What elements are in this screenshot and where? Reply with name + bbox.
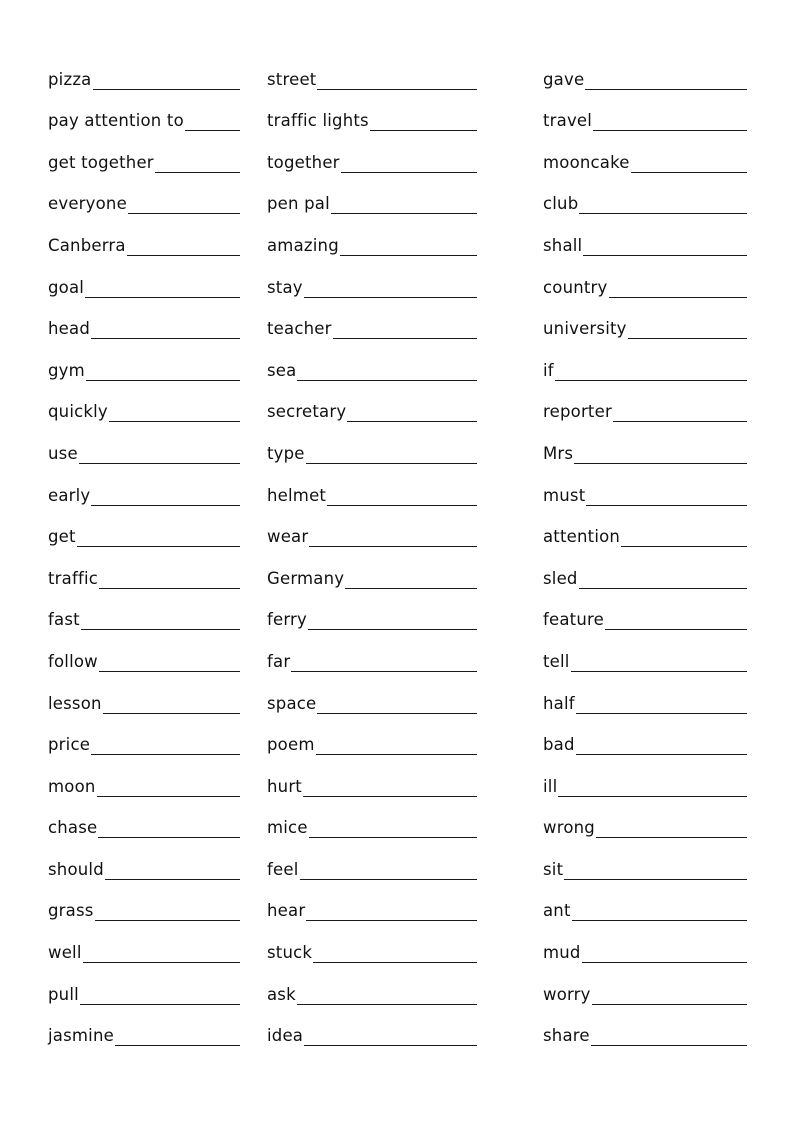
answer-blank-line[interactable] <box>297 990 477 1005</box>
vocabulary-word: type <box>267 443 305 463</box>
answer-blank-line[interactable] <box>592 990 747 1005</box>
answer-blank-line[interactable] <box>91 324 240 339</box>
word-row <box>267 302 477 344</box>
word-row <box>48 718 240 760</box>
answer-blank-line[interactable] <box>579 199 747 214</box>
answer-blank-line[interactable] <box>596 823 747 838</box>
vocabulary-word: together <box>267 152 340 172</box>
vocabulary-word: helmet <box>267 485 327 505</box>
answer-blank-line[interactable] <box>98 823 240 838</box>
word-row <box>267 925 477 967</box>
vocabulary-word: amazing <box>267 235 339 255</box>
vocabulary-word: feature <box>543 610 604 630</box>
word-row <box>48 94 240 136</box>
vocabulary-word: poem <box>267 735 315 755</box>
vocabulary-word: ferry <box>267 610 308 630</box>
answer-blank-line[interactable] <box>291 657 477 672</box>
word-row <box>267 1009 477 1051</box>
word-row <box>543 884 747 926</box>
vocabulary-word: university <box>543 319 627 339</box>
vocabulary-word: share <box>543 1026 590 1046</box>
answer-blank-line[interactable] <box>81 615 240 630</box>
word-row <box>48 52 240 94</box>
answer-blank-line[interactable] <box>555 366 747 381</box>
answer-blank-line[interactable] <box>99 657 240 672</box>
word-row <box>48 510 240 552</box>
vocabulary-word: sit <box>543 859 564 879</box>
answer-blank-line[interactable] <box>77 532 240 547</box>
word-row <box>267 468 477 510</box>
word-row <box>48 634 240 676</box>
answer-blank-line[interactable] <box>327 491 477 506</box>
word-row <box>48 177 240 219</box>
vocabulary-word: mud <box>543 943 581 963</box>
vocabulary-word: get <box>48 527 76 547</box>
word-column-2 <box>267 52 477 1050</box>
word-row <box>267 177 477 219</box>
vocabulary-word: reporter <box>543 402 612 422</box>
word-row <box>543 468 747 510</box>
vocabulary-word: traffic <box>48 568 99 588</box>
answer-blank-line[interactable] <box>99 574 240 589</box>
answer-blank-line[interactable] <box>306 449 477 464</box>
vocabulary-word: tell <box>543 651 570 671</box>
vocabulary-word: sled <box>543 568 578 588</box>
vocabulary-word: price <box>48 735 91 755</box>
word-row <box>267 551 477 593</box>
answer-blank-line[interactable] <box>304 283 477 298</box>
word-row <box>48 925 240 967</box>
word-row <box>543 218 747 260</box>
word-row <box>267 385 477 427</box>
answer-blank-line[interactable] <box>309 823 477 838</box>
answer-blank-line[interactable] <box>95 906 240 921</box>
word-row <box>48 343 240 385</box>
answer-blank-line[interactable] <box>333 324 477 339</box>
word-row <box>267 593 477 635</box>
vocabulary-word: Mrs <box>543 443 574 463</box>
answer-blank-line[interactable] <box>579 574 747 589</box>
answer-blank-line[interactable] <box>345 574 477 589</box>
word-column-1 <box>48 52 240 1050</box>
vocabulary-word: attention <box>543 527 621 547</box>
answer-blank-line[interactable] <box>80 990 240 1005</box>
word-row <box>48 302 240 344</box>
word-row <box>267 94 477 136</box>
answer-blank-line[interactable] <box>370 116 477 131</box>
vocabulary-word: ill <box>543 776 558 796</box>
word-row <box>48 551 240 593</box>
word-row <box>48 1009 240 1051</box>
answer-blank-line[interactable] <box>317 699 477 714</box>
word-row <box>48 218 240 260</box>
vocabulary-word: quickly <box>48 402 108 422</box>
answer-blank-line[interactable] <box>79 449 240 464</box>
answer-blank-line[interactable] <box>347 407 477 422</box>
word-row <box>543 385 747 427</box>
word-row <box>48 385 240 427</box>
answer-blank-line[interactable] <box>628 324 747 339</box>
answer-blank-line[interactable] <box>331 199 477 214</box>
answer-blank-line[interactable] <box>572 906 747 921</box>
vocabulary-word: club <box>543 194 579 214</box>
vocabulary-word: traffic lights <box>267 111 369 131</box>
answer-blank-line[interactable] <box>609 283 748 298</box>
answer-blank-line[interactable] <box>97 782 240 797</box>
vocabulary-word: pay attention to <box>48 111 184 131</box>
answer-blank-line[interactable] <box>86 366 240 381</box>
vocabulary-word: early <box>48 485 91 505</box>
answer-blank-line[interactable] <box>105 865 240 880</box>
word-row <box>543 260 747 302</box>
vocabulary-word: mooncake <box>543 152 630 172</box>
word-row <box>543 302 747 344</box>
word-row <box>48 260 240 302</box>
vocabulary-word: gave <box>543 69 585 89</box>
answer-blank-line[interactable] <box>306 906 477 921</box>
word-row <box>48 884 240 926</box>
word-row <box>543 135 747 177</box>
vocabulary-word: street <box>267 69 317 89</box>
vocabulary-word: Canberra <box>48 235 126 255</box>
word-row <box>48 676 240 718</box>
vocabulary-word: grass <box>48 901 94 921</box>
answer-blank-line[interactable] <box>340 241 477 256</box>
vocabulary-word: hear <box>267 901 306 921</box>
vocabulary-word: if <box>543 360 554 380</box>
word-row <box>543 510 747 552</box>
vocabulary-word: everyone <box>48 194 127 214</box>
answer-blank-line[interactable] <box>128 199 240 214</box>
vocabulary-word: must <box>543 485 586 505</box>
vocabulary-word: country <box>543 277 608 297</box>
word-row <box>48 842 240 884</box>
word-row <box>267 718 477 760</box>
answer-blank-line[interactable] <box>631 158 747 173</box>
word-row <box>543 759 747 801</box>
vocabulary-word: feel <box>267 859 299 879</box>
answer-blank-line[interactable] <box>300 865 478 880</box>
word-row <box>543 551 747 593</box>
answer-blank-line[interactable] <box>91 740 240 755</box>
answer-blank-line[interactable] <box>576 699 747 714</box>
word-row <box>543 1009 747 1051</box>
word-row <box>543 634 747 676</box>
vocabulary-word: should <box>48 859 104 879</box>
answer-blank-line[interactable] <box>317 75 477 90</box>
word-row <box>267 801 477 843</box>
word-row <box>267 135 477 177</box>
word-row <box>48 426 240 468</box>
vocabulary-word: moon <box>48 776 96 796</box>
vocabulary-word: teacher <box>267 319 332 339</box>
answer-blank-line[interactable] <box>574 449 747 464</box>
word-column-3 <box>543 52 747 1050</box>
vocabulary-word: wrong <box>543 818 595 838</box>
answer-blank-line[interactable] <box>83 948 240 963</box>
vocabulary-word: wear <box>267 527 309 547</box>
answer-blank-line[interactable] <box>91 491 240 506</box>
answer-blank-line[interactable] <box>185 116 240 131</box>
word-row <box>267 759 477 801</box>
vocabulary-word: goal <box>48 277 85 297</box>
word-row <box>267 218 477 260</box>
vocabulary-word: follow <box>48 651 98 671</box>
answer-blank-line[interactable] <box>303 782 477 797</box>
vocabulary-word: get together <box>48 152 154 172</box>
word-row <box>543 676 747 718</box>
word-row <box>267 634 477 676</box>
word-row <box>543 925 747 967</box>
answer-blank-line[interactable] <box>304 1031 477 1046</box>
answer-blank-line[interactable] <box>309 532 477 547</box>
answer-blank-line[interactable] <box>127 241 240 256</box>
word-row <box>267 510 477 552</box>
vocabulary-word: ask <box>267 984 296 1004</box>
answer-blank-line[interactable] <box>115 1031 240 1046</box>
answer-blank-line[interactable] <box>109 407 240 422</box>
answer-blank-line[interactable] <box>297 366 477 381</box>
vocabulary-word: bad <box>543 735 575 755</box>
word-row <box>267 426 477 468</box>
vocabulary-word: stuck <box>267 943 313 963</box>
vocabulary-word: secretary <box>267 402 347 422</box>
answer-blank-line[interactable] <box>585 75 747 90</box>
answer-blank-line[interactable] <box>583 241 747 256</box>
vocabulary-word: use <box>48 443 78 463</box>
vocabulary-word: half <box>543 693 575 713</box>
answer-blank-line[interactable] <box>103 699 240 714</box>
word-row <box>267 52 477 94</box>
word-row <box>267 842 477 884</box>
vocabulary-word: mice <box>267 818 308 838</box>
word-row <box>543 842 747 884</box>
vocabulary-word: idea <box>267 1026 304 1046</box>
word-row <box>543 967 747 1009</box>
vocabulary-word: ant <box>543 901 571 921</box>
vocabulary-word: jasmine <box>48 1026 114 1046</box>
vocabulary-word: chase <box>48 818 98 838</box>
word-row <box>543 177 747 219</box>
word-row <box>48 468 240 510</box>
word-row <box>543 52 747 94</box>
vocabulary-word: space <box>267 693 317 713</box>
answer-blank-line[interactable] <box>564 865 747 880</box>
word-row <box>267 884 477 926</box>
word-row <box>48 759 240 801</box>
word-row <box>543 343 747 385</box>
answer-blank-line[interactable] <box>313 948 477 963</box>
answer-blank-line[interactable] <box>586 491 747 506</box>
word-row <box>543 94 747 136</box>
word-row <box>267 260 477 302</box>
vocabulary-word: stay <box>267 277 303 297</box>
vocabulary-word: sea <box>267 360 297 380</box>
answer-blank-line[interactable] <box>593 116 747 131</box>
vocabulary-word: lesson <box>48 693 102 713</box>
answer-blank-line[interactable] <box>93 75 241 90</box>
vocabulary-word: fast <box>48 610 80 630</box>
answer-blank-line[interactable] <box>85 283 240 298</box>
answer-blank-line[interactable] <box>576 740 747 755</box>
word-row <box>267 343 477 385</box>
vocabulary-word: head <box>48 319 90 339</box>
vocabulary-word: pen pal <box>267 194 330 214</box>
vocabulary-word: far <box>267 651 291 671</box>
answer-blank-line[interactable] <box>308 615 477 630</box>
answer-blank-line[interactable] <box>316 740 477 755</box>
vocabulary-word: worry <box>543 984 591 1004</box>
vocabulary-word: gym <box>48 360 85 380</box>
word-row <box>267 967 477 1009</box>
vocabulary-word: travel <box>543 111 593 131</box>
word-row <box>543 801 747 843</box>
answer-blank-line[interactable] <box>155 158 240 173</box>
word-row <box>48 967 240 1009</box>
answer-blank-line[interactable] <box>613 407 747 422</box>
answer-blank-line[interactable] <box>582 948 747 963</box>
answer-blank-line[interactable] <box>605 615 747 630</box>
word-row <box>48 135 240 177</box>
vocabulary-word: pizza <box>48 69 92 89</box>
word-row <box>48 593 240 635</box>
word-row <box>543 593 747 635</box>
word-row <box>543 426 747 468</box>
answer-blank-line[interactable] <box>591 1031 747 1046</box>
vocabulary-word: shall <box>543 235 583 255</box>
answer-blank-line[interactable] <box>571 657 747 672</box>
word-row <box>48 801 240 843</box>
answer-blank-line[interactable] <box>558 782 747 797</box>
answer-blank-line[interactable] <box>341 158 477 173</box>
vocabulary-word: Germany <box>267 568 345 588</box>
vocabulary-word: hurt <box>267 776 302 796</box>
word-row <box>267 676 477 718</box>
word-row <box>543 718 747 760</box>
answer-blank-line[interactable] <box>621 532 747 547</box>
vocabulary-word: well <box>48 943 82 963</box>
vocabulary-word: pull <box>48 984 79 1004</box>
